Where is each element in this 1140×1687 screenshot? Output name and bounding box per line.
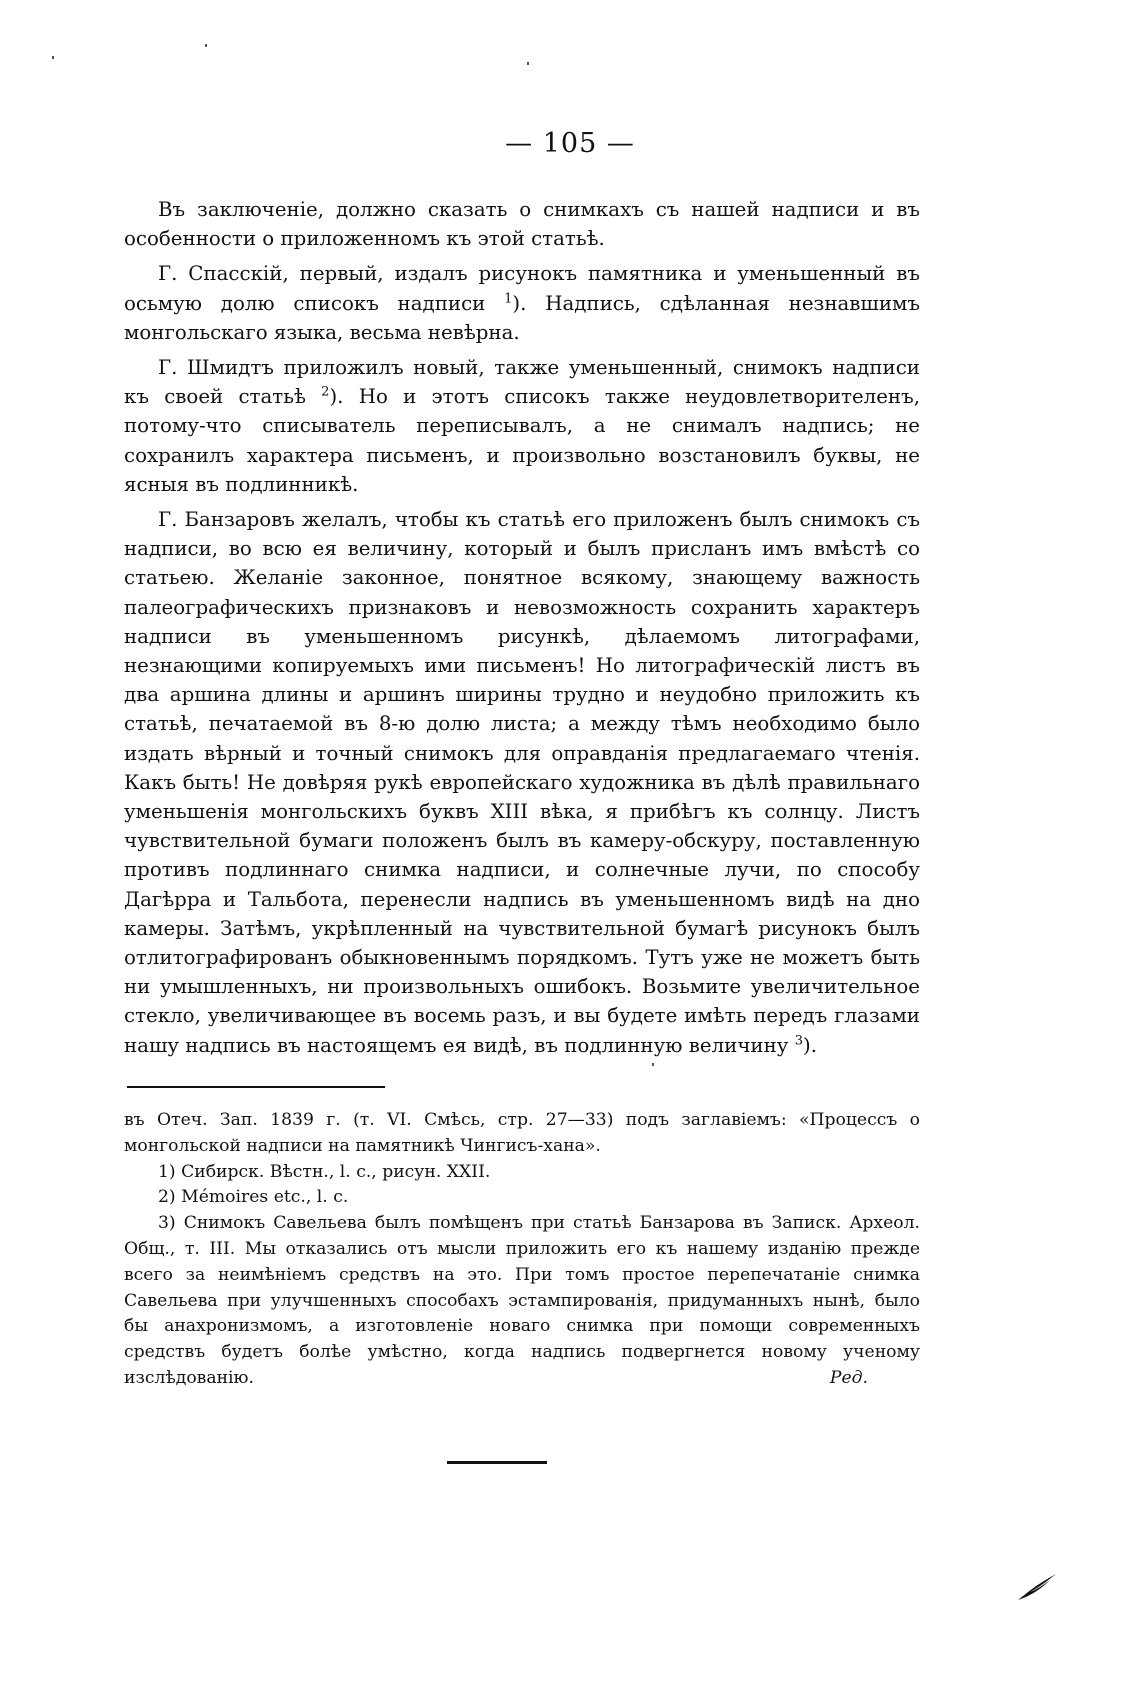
main-text: [124, 195, 920, 1066]
footnote-2: 2) Mémoires etc., l. c.: [158, 1187, 349, 1208]
footnote-continuation: въ Отеч. Зап. 1839 г. (т. VI. Смѣсь, стр. 27—33) подъ заглавіемъ: «Процессъ о монгольской надписи на памятникѣ Чингисъ-хана».: [124, 1110, 920, 1156]
footnote-ref-1[interactable]: 1: [504, 291, 513, 307]
paragraph-3-text: Г. Шмидтъ приложилъ новый, также уменьшенный, снимокъ надписи къ своей статьѣ: [124, 356, 920, 409]
scan-speck: [52, 56, 54, 59]
footnote-3: [124, 1211, 920, 1392]
paragraph-2: [124, 259, 920, 347]
paragraph-1-text: Въ заключеніе, должно сказать о снимкахъ съ нашей надписи и въ особенности о приложенномъ къ этой статьѣ.: [124, 198, 920, 251]
footnote-ref-2[interactable]: 2: [321, 384, 330, 400]
footnotes: [124, 1108, 920, 1392]
ref-tail: ).: [803, 1033, 818, 1057]
paragraph-4: [124, 505, 920, 1060]
paragraph-3-continued: Но и этотъ списокъ также неудовлетворителенъ, потому-что списыватель переписывалъ, а не снималъ надпись; не сохранилъ характера письменъ, и произвольно возстановилъ буквы, не ясныя въ подлинникѣ.: [124, 385, 920, 496]
footnote-separator: [127, 1086, 385, 1088]
editor-signature: Ред.: [829, 1367, 868, 1388]
footnote-ref-3[interactable]: 3: [794, 1033, 803, 1049]
paragraph-2-continued: Надпись, сдѣланная незнавшимъ монгольскаго языка, весьма невѣрна.: [124, 291, 920, 344]
scan-speck: [205, 44, 207, 47]
scan-speck: [652, 1063, 654, 1066]
quill-mark-icon: [1016, 1572, 1058, 1602]
footnote-1: 1) Сибирск. Вѣстн., l. c., рисун. XXII.: [158, 1161, 491, 1182]
paragraph-4-text: Г. Банзаровъ желалъ, чтобы къ статьѣ его приложенъ былъ снимокъ съ надписи, во всю ея величину, который и былъ присланъ имъ вмѣстѣ со статьею. Желаніе законное, понятное всякому, знающему важность палеографическихъ признаковъ и невозможность сохранить характеръ надписи въ уменьшенномъ рисункѣ, дѣлаемомъ литографами, незнающими копируемыхъ ими письменъ! Но литографическій листъ въ два аршина длины и аршинъ ширины трудно и неудобно приложить къ статьѣ, печатаемой въ 8-ю долю листа; а между тѣмъ необходимо было издать вѣрный и точный снимокъ для оправданія предлагаемаго чтенія. Какъ быть! Не довѣряя рукѣ европейскаго художника въ дѣлѣ правильнаго уменьшенія монгольскихъ буквъ XIII вѣка, я прибѣгъ къ солнцу. Листъ чувствительной бумаги положенъ былъ въ камеру-обскуру, поставленную противъ подлиннаго снимка надписи, и солнечные лучи, по способу Дагѣрра и Тальбота, перенесли надпись въ уменьшенномъ видѣ на дно камеры. Затѣмъ, укрѣпленный на чувствительной бумагѣ рисунокъ былъ отлитографированъ обыкновеннымъ порядкомъ. Тутъ уже не можетъ быть ни умышленныхъ, ни произвольныхъ ошибокъ. Возьмите увеличительное стекло, увеличивающее въ восемь разъ, и вы будете имѣть передъ глазами нашу надпись въ настоящемъ ея видѣ, въ подлинную величину: [124, 508, 920, 1057]
end-rule: [447, 1461, 547, 1464]
ref-tail: ).: [512, 291, 527, 315]
ref-tail: ).: [329, 385, 344, 409]
paragraph-1: [124, 195, 920, 253]
scan-speck: [527, 62, 529, 65]
paragraph-3: [124, 353, 920, 499]
page-number: — 105 —: [505, 128, 635, 159]
footnote-3-text: 3) Снимокъ Савельева былъ помѣщенъ при статьѣ Банзарова въ Записк. Археол. Общ., т. III. Мы отказались отъ мысли приложить его къ нашему изданію прежде всего за неимѣніемъ средствъ на это. При томъ простое перепечатаніе снимка Савельева при улучшенныхъ способахъ эстампированія, придуманныхъ нынѣ, было бы анахронизмомъ, а изготовленіе новаго снимка при помощи современныхъ средствъ будетъ болѣе умѣстно, когда надпись подвергнется новому ученому изслѣдованію.: [124, 1213, 920, 1388]
paragraph-2-text: Г. Спасскій, первый, издалъ рисунокъ памятника и уменьшенный въ осьмую долю списокъ надписи: [124, 262, 920, 315]
